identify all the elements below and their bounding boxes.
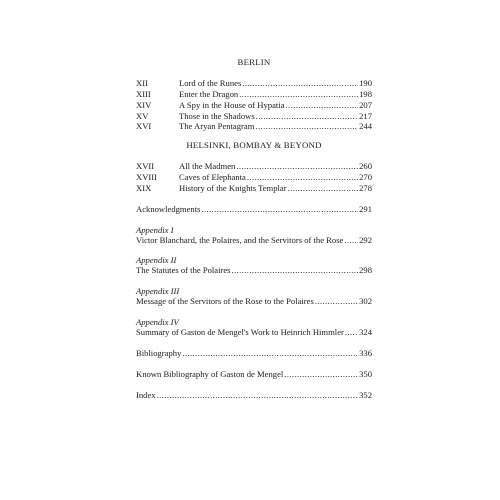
dot-leader [255,122,358,131]
toc-entry-appendix [136,236,372,247]
chapter-title: All the Madmen [179,161,236,171]
section-title-helsinki: HELSINKI, BOMBAY & BEYOND [186,140,322,150]
chapter-title: Caves of Elephanta [179,172,246,182]
appendix-label: Appendix III [136,286,180,296]
dot-leader [182,349,358,358]
dot-leader [242,79,358,88]
toc-entry-acknowledgments [136,205,372,216]
page-number: 350 [359,369,372,379]
chapter-number: XIII [136,89,151,99]
chapter-title: The Aryan Pentagram [179,121,255,131]
dot-leader [256,112,358,121]
page-number: 260 [359,161,372,171]
dot-leader [201,205,358,214]
page-number: 190 [359,78,372,88]
chapter-number: XIV [136,100,152,110]
toc-entry-appendix [136,297,372,308]
chapter-title: A Spy in the House of Hypatia [179,100,285,110]
dot-leader [247,173,358,182]
entry-title: The Statutes of the Polaires [136,265,231,275]
chapter-number: XVIII [136,172,157,182]
chapter-number: XII [136,78,148,88]
toc-entry [136,79,372,90]
entry-title: Victor Blanchard, the Polaires, and the Servitors of the Rose [136,235,344,245]
dot-leader [239,90,358,99]
chapter-number: XVII [136,161,155,171]
chapter-title: Enter the Dragon [179,89,239,99]
dot-leader [288,184,359,193]
page-number: 324 [359,327,372,337]
page-number: 278 [359,183,372,193]
chapter-title: Those in the Shadows [179,111,255,121]
entry-title: Summary of Gaston de Mengel's Work to Heinrich Himmler [136,327,344,337]
page-number: 302 [359,296,372,306]
page-number: 292 [359,235,372,245]
table-of-contents [136,0,372,500]
dot-leader [344,236,358,245]
dot-leader [315,297,358,306]
toc-entry [136,122,372,133]
chapter-number: XIX [136,183,152,193]
toc-entry-appendix [136,266,372,277]
page-number: 352 [359,390,372,400]
appendix-label: Appendix I [136,225,174,235]
dot-leader [345,328,358,337]
entry-title: Index [136,390,156,400]
toc-entry [136,184,372,195]
dot-leader [236,162,358,171]
appendix-label: Appendix IV [136,317,179,327]
dot-leader [157,391,359,400]
page-number: 291 [359,204,372,214]
page-number: 270 [359,172,372,182]
toc-entry-known-bibliography [136,370,372,381]
entry-title: Message of the Servitors of the Rose to the Polaires [136,296,314,306]
page-number: 336 [359,348,372,358]
entry-title: Acknowledgments [136,204,201,214]
page-number: 298 [359,265,372,275]
page-number: 198 [359,89,372,99]
toc-entry-appendix [136,328,372,339]
toc-entry [136,162,372,173]
dot-leader [284,370,358,379]
appendix-label: Appendix II [136,255,177,265]
chapter-number: XVI [136,121,152,131]
page-number: 244 [359,121,372,131]
toc-entry-index [136,391,372,402]
page-number: 217 [359,111,372,121]
chapter-title: History of the Knights Templar [179,183,287,193]
toc-entry-bibliography [136,349,372,360]
dot-leader [286,101,359,110]
entry-title: Bibliography [136,348,182,358]
section-title-berlin: BERLIN [237,57,271,67]
chapter-number: XV [136,111,149,121]
page-number: 207 [359,100,372,110]
dot-leader [232,266,359,275]
chapter-title: Lord of the Runes [179,78,242,88]
entry-title: Known Bibliography of Gaston de Mengel [136,369,284,379]
